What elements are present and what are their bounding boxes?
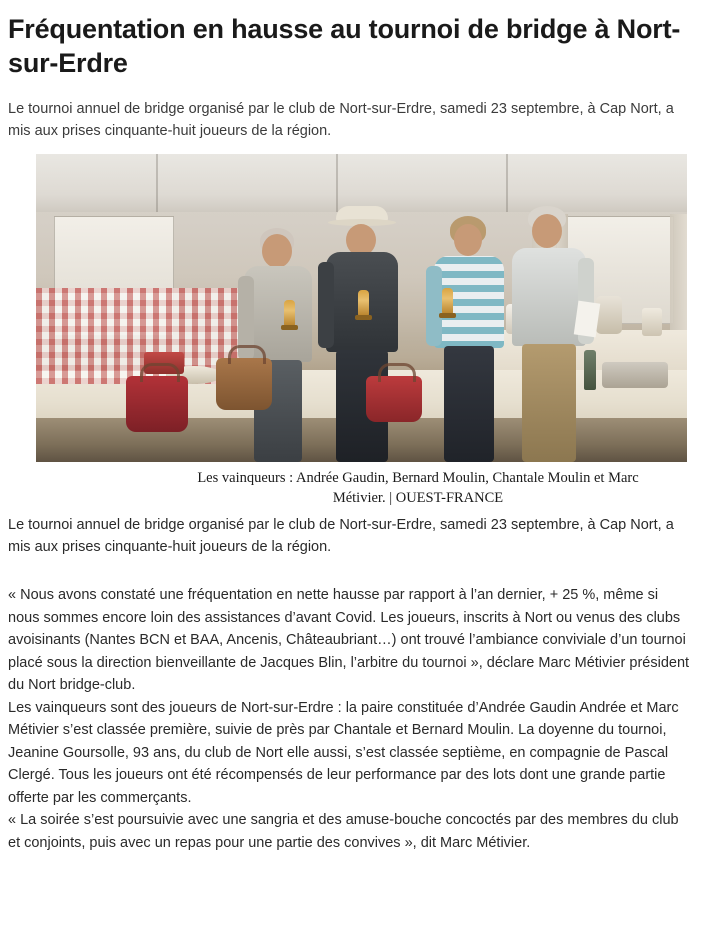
photo-trophy — [284, 300, 295, 326]
photo-caption — [178, 468, 658, 508]
photo-person-bernard-moulin — [314, 206, 410, 462]
article-standfirst: Le tournoi annuel de bridge organisé par le club de Nort-sur-Erdre, samedi 23 septembre, à Cap Nort, a mis aux prises cinquante-huit joueurs de la région. — [8, 101, 674, 139]
photo-person-legs — [444, 346, 494, 462]
photo-paper-sheet — [574, 301, 601, 338]
photo-person-head — [454, 224, 482, 256]
photo-person-head — [532, 214, 562, 248]
photo-ceiling-beam — [156, 154, 158, 212]
photo-tray — [602, 362, 668, 388]
article-paragraph: « Nous avons constaté une fréquentation en nette hausse par rapport à l’an dernier, + 25 %, même si nous sommes encore loin des assistances d’avant Covid. Les joueurs, inscrits à Nort ou venus des clubs avoisinants (Nantes BCN et BAA, Ancenis, Châteaubriant…) ont trouvé l’ambiance conviviale d’un tournoi placé sous la direction bienveillante de Jacques Blin, l’arbitre du tournoi », déclare Marc Métivier président du Nort bridge-club. — [8, 587, 690, 693]
photo-brown-handbag — [216, 358, 272, 410]
photo-table-object — [642, 308, 662, 336]
photo-caption-text: Les vainqueurs : Andrée Gaudin, Bernard Moulin, Chantale Moulin et Marc Métivier. — [197, 470, 639, 506]
photo-table-object — [596, 296, 622, 334]
photo-trophy — [358, 290, 369, 316]
photo-trophy — [442, 288, 453, 314]
article-photo — [36, 154, 687, 462]
photo-person-head — [262, 234, 292, 268]
article-figure — [8, 154, 691, 508]
photo-person-arm — [426, 266, 442, 346]
article-paragraph: « La soirée s’est poursuivie avec une sangria et des amuse-bouche concoctés par des membres du club et conjoints, puis avec un repas pour une partie des convives », dit Marc Métivier. — [8, 812, 679, 851]
photo-ceiling — [36, 154, 687, 212]
photo-ceiling-beam — [336, 154, 338, 212]
article-paragraph: Les vainqueurs sont des joueurs de Nort-sur-Erdre : la paire constituée d’Andrée Gaudin Andrée et Marc Métivier s’est classée première, suivie de près par Chantale et Bernard Moulin. La doyenne du tournoi, Jeanine Goursolle, 93 ans, du club de Nort elle aussi, s’est classée septième, en compagnie de Pascal Clergé. Tous les joueurs ont été récompensés de leur performance par des lots dont une grande partie offerte par les commerçants. — [8, 699, 679, 806]
photo-red-handbag — [126, 376, 188, 432]
page-title: Fréquentation en hausse au tournoi de bridge à Nort-sur-Erdre — [8, 14, 681, 78]
photo-red-bag-center — [366, 376, 422, 422]
photo-person-legs — [522, 344, 576, 462]
photo-ceiling-beam — [506, 154, 508, 212]
photo-person-andree-gaudin — [232, 222, 324, 462]
article-lede-repeat — [8, 514, 691, 558]
content-spacer — [8, 558, 691, 584]
article-lede-repeat-text: Le tournoi annuel de bridge organisé par le club de Nort-sur-Erdre, samedi 23 septembre, à Cap Nort, a mis aux prises cinquante-huit joueurs de la région. — [8, 517, 674, 555]
article-body — [8, 584, 691, 854]
photo-person-marc-metivier — [502, 206, 598, 462]
photo-caption-credit: | OUEST-FRANCE — [389, 490, 504, 506]
photo-person-arm — [318, 262, 334, 348]
